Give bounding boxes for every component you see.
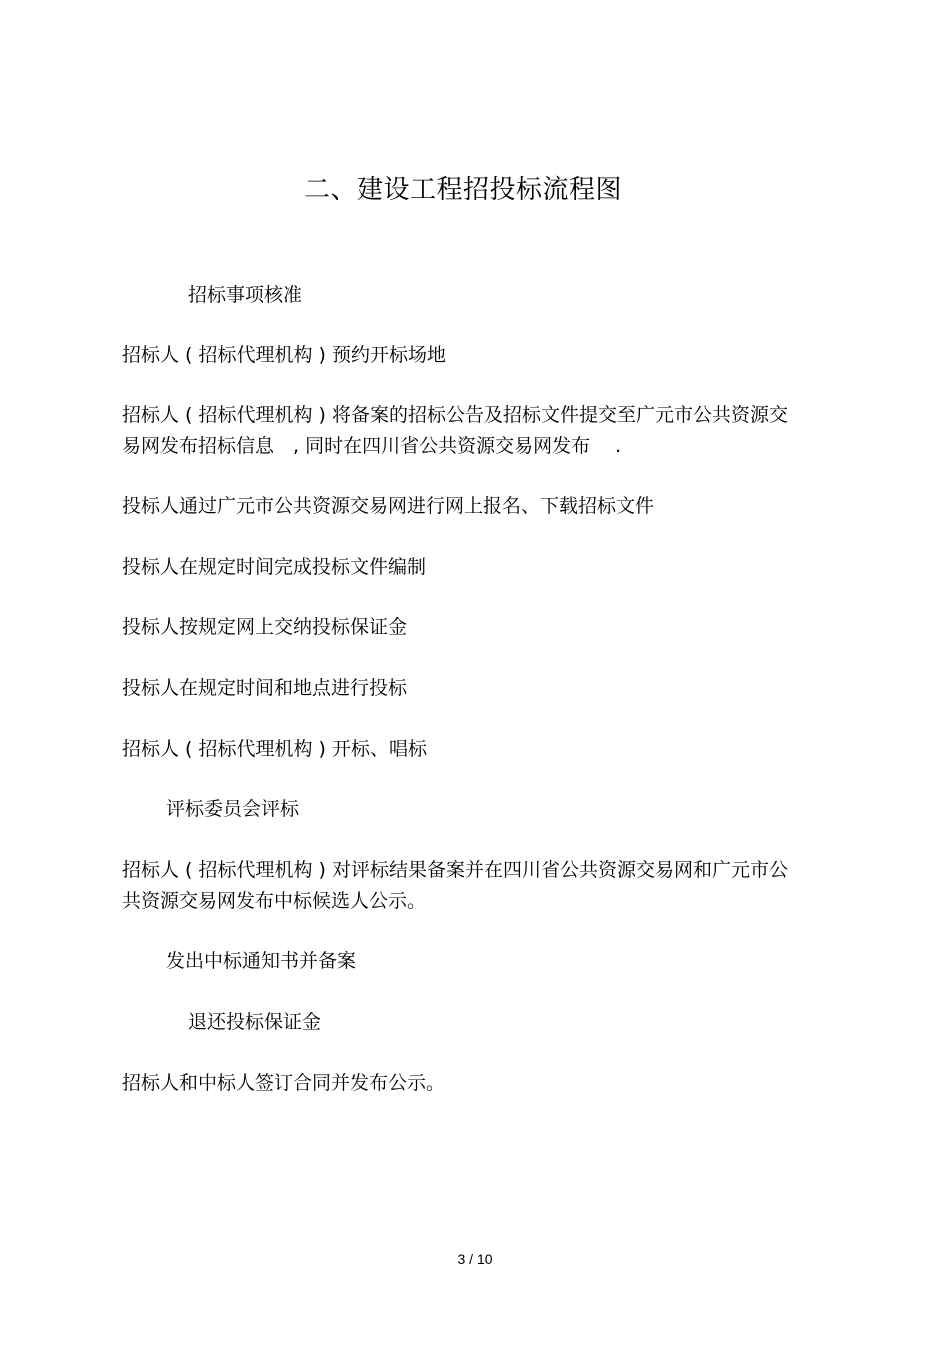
step-online-registration: 投标人通过广元市公共资源交易网进行网上报名、下载招标文件 [122,495,655,517]
step-submit-bid: 投标人在规定时间和地点进行投标 [122,677,408,699]
step-pay-deposit: 投标人按规定网上交纳投标保证金 [122,616,408,638]
step-sign-contract: 招标人和中标人签订合同并发布公示。 [122,1072,446,1094]
step-prepare-bid: 投标人在规定时间完成投标文件编制 [122,556,427,578]
page-title: 二、建设工程招投标流程图 [303,175,622,205]
step-evaluation: 评标委员会评标 [166,798,300,820]
step-award-notice: 发出中标通知书并备案 [166,950,357,972]
step-publish-notice: 招标人 ( 招标代理机构 ) 将备案的招标公告及招标文件提交至广元市公共资源交易网发布招标信息 , 同时在四川省公共资源交易网发布 . [122,404,788,457]
step-reserve-venue: 招标人 ( 招标代理机构 ) 预约开标场地 [122,344,446,366]
step-open-bids: 招标人 ( 招标代理机构 ) 开标、唱标 [122,738,427,760]
step-refund-deposit: 退还投标保证金 [188,1011,322,1033]
step-bidding-approval: 招标事项核准 [188,284,303,306]
page-number: 3 / 10 [457,1251,493,1267]
step-candidate-publicity: 招标人 ( 招标代理机构 ) 对评标结果备案并在四川省公共资源交易网和广元市公共资源交易网发布中标候选人公示。 [122,859,788,912]
